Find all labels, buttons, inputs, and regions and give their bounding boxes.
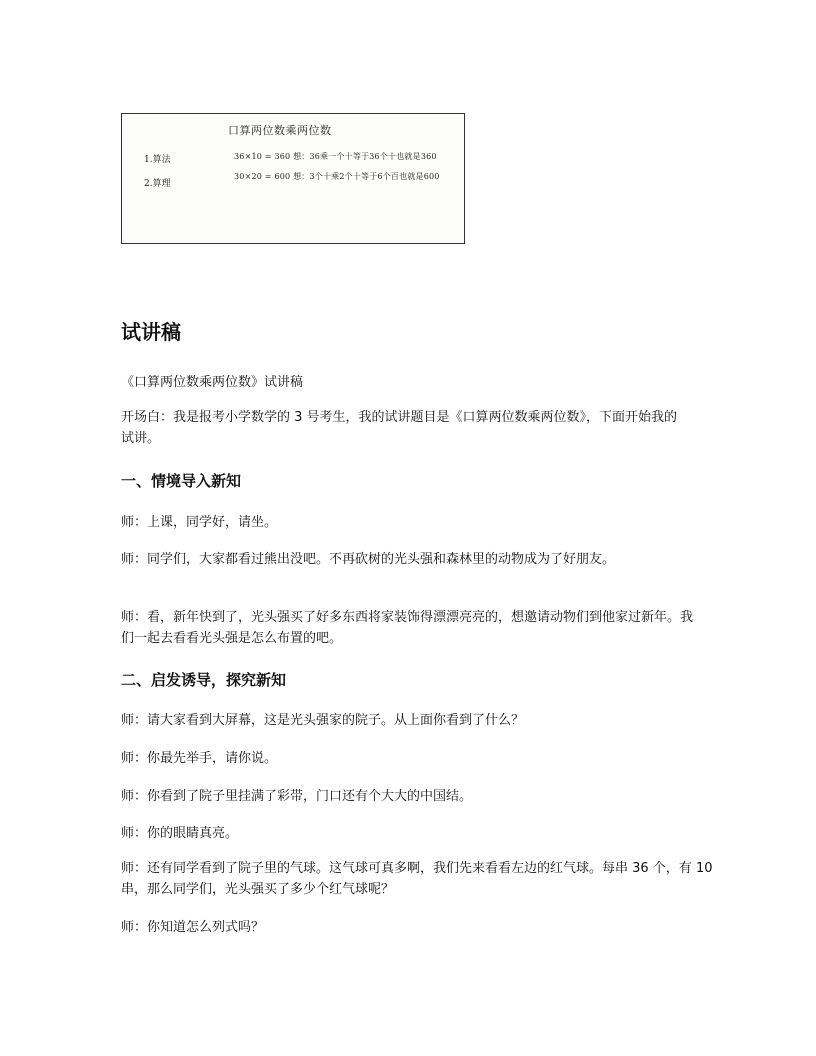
- opening-paragraph: 开场白：我是报考小学数学的 3 号考生，我的试讲题目是《口算两位数乘两位数》，下面开始我的试讲。: [121, 410, 678, 446]
- paragraph: 师：你看到了院子里挂满了彩带，门口还有个大大的中国结。: [121, 789, 473, 804]
- blackboard-label-reasoning: 2.算理: [144, 179, 171, 189]
- document-subtitle: 《口算两位数乘两位数》试讲稿: [121, 375, 304, 390]
- blackboard-image: [121, 113, 465, 244]
- blackboard-title: 口算两位数乘两位数: [228, 124, 332, 137]
- paragraph: 师：看，新年快到了，光头强买了好多东西将家装饰得漂漂亮亮的，想邀请动物们到他家过新年。我们一起去看看光头强是怎么布置的吧。: [121, 610, 694, 646]
- paragraph: 师：你最先举手，请你说。: [121, 751, 278, 766]
- section-heading-1: 一、情境导入新知: [121, 472, 242, 490]
- paragraph: 师：请大家看到大屏幕，这是光头强家的院子。从上面你看到了什么？: [121, 713, 525, 728]
- paragraph: 师：你的眼睛真亮。: [121, 826, 239, 841]
- paragraph: 师：你知道怎么列式吗？: [121, 920, 265, 935]
- section-heading-2: 二、启发诱导，探究新知: [121, 671, 287, 689]
- document-title: 试讲稿: [121, 320, 181, 344]
- paragraph: 师：上课，同学好，请坐。: [121, 515, 278, 530]
- blackboard-formula-2: 30×20 = 600 想：3个十乘2个十等于6个百也就是600: [234, 172, 440, 181]
- paragraph: 师：同学们，大家都看过熊出没吧。不再砍树的光头强和森林里的动物成为了好朋友。: [121, 552, 616, 567]
- blackboard-formula-1: 36×10 = 360 想：36乘一个十等于36个十也就是360: [234, 152, 437, 161]
- blackboard-label-algorithm: 1.算法: [144, 155, 171, 165]
- paragraph: 师：还有同学看到了院子里的气球。这气球可真多啊，我们先来看看左边的红气球。每串 36 个，有 10 串，那么同学们，光头强买了多少个红气球呢？: [121, 861, 713, 897]
